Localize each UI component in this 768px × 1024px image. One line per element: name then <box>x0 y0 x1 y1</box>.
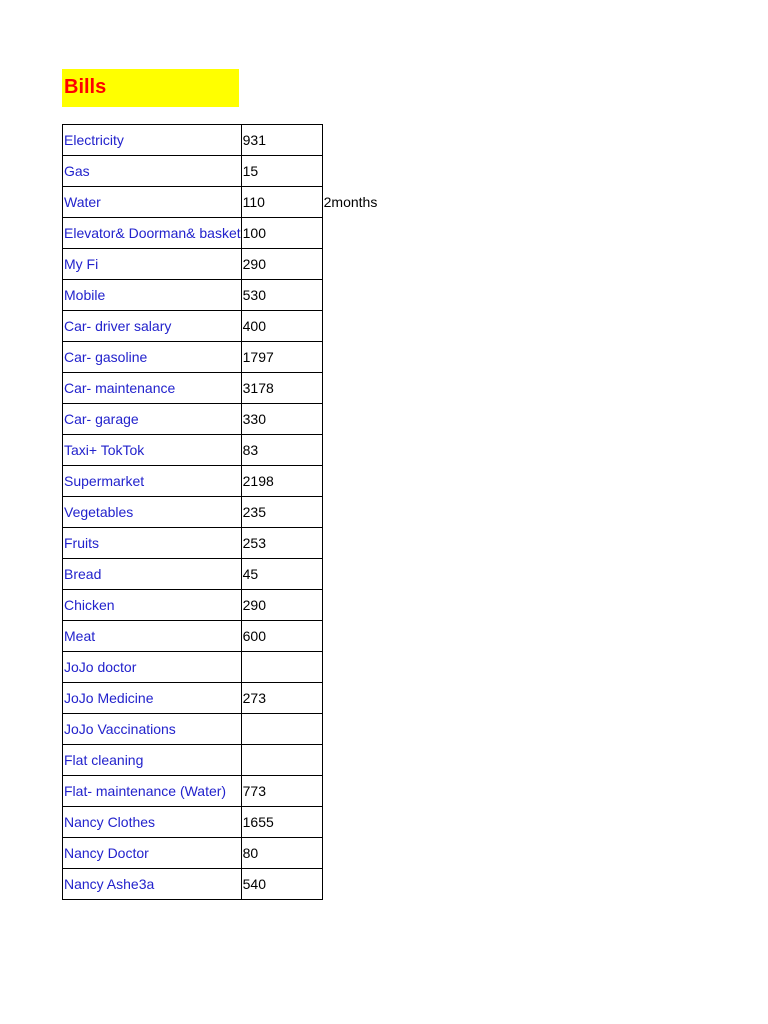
note-cell[interactable] <box>322 249 412 280</box>
item-cell[interactable]: Bread <box>63 559 242 590</box>
item-cell[interactable]: Flat- maintenance (Water) <box>63 776 242 807</box>
table-row <box>63 466 413 497</box>
item-cell[interactable]: Car- maintenance <box>63 373 242 404</box>
note-cell[interactable] <box>322 435 412 466</box>
item-cell[interactable]: Nancy Clothes <box>63 807 242 838</box>
note-cell[interactable] <box>322 683 412 714</box>
table-row <box>63 745 413 776</box>
note-cell[interactable] <box>322 156 412 187</box>
amount-cell[interactable]: 100 <box>241 218 322 249</box>
note-cell[interactable] <box>322 280 412 311</box>
item-cell[interactable]: Supermarket <box>63 466 242 497</box>
table-row <box>63 187 413 218</box>
table-row <box>63 869 413 900</box>
table-row <box>63 373 413 404</box>
item-cell[interactable]: Nancy Doctor <box>63 838 242 869</box>
item-cell[interactable]: JoJo Medicine <box>63 683 242 714</box>
note-cell[interactable] <box>322 714 412 745</box>
amount-cell[interactable]: 273 <box>241 683 322 714</box>
table-row <box>63 714 413 745</box>
amount-cell[interactable]: 530 <box>241 280 322 311</box>
table-row <box>63 559 413 590</box>
item-cell[interactable]: Mobile <box>63 280 242 311</box>
item-cell[interactable]: Flat cleaning <box>63 745 242 776</box>
table-row <box>63 156 413 187</box>
note-cell[interactable] <box>322 404 412 435</box>
note-cell[interactable] <box>322 621 412 652</box>
table-row <box>63 621 413 652</box>
item-cell[interactable]: Taxi+ TokTok <box>63 435 242 466</box>
note-cell[interactable] <box>322 311 412 342</box>
note-cell[interactable] <box>322 776 412 807</box>
table-row <box>63 497 413 528</box>
amount-cell[interactable]: 15 <box>241 156 322 187</box>
note-cell[interactable] <box>322 528 412 559</box>
amount-cell[interactable] <box>241 652 322 683</box>
note-cell[interactable] <box>322 218 412 249</box>
table-row <box>63 404 413 435</box>
table-row <box>63 311 413 342</box>
item-cell[interactable]: Fruits <box>63 528 242 559</box>
table-row <box>63 125 413 156</box>
amount-cell[interactable]: 2198 <box>241 466 322 497</box>
table-row <box>63 218 413 249</box>
note-cell[interactable] <box>322 807 412 838</box>
note-cell[interactable] <box>322 652 412 683</box>
amount-cell[interactable]: 1797 <box>241 342 322 373</box>
title-cell[interactable] <box>62 69 239 107</box>
amount-cell[interactable]: 110 <box>241 187 322 218</box>
note-cell[interactable] <box>322 838 412 869</box>
amount-cell[interactable]: 235 <box>241 497 322 528</box>
item-cell[interactable]: JoJo Vaccinations <box>63 714 242 745</box>
table-row <box>63 807 413 838</box>
amount-cell[interactable]: 773 <box>241 776 322 807</box>
note-cell[interactable] <box>322 590 412 621</box>
item-cell[interactable]: Vegetables <box>63 497 242 528</box>
item-cell[interactable]: Meat <box>63 621 242 652</box>
table-row <box>63 249 413 280</box>
table-row <box>63 838 413 869</box>
amount-cell[interactable]: 400 <box>241 311 322 342</box>
amount-cell[interactable]: 290 <box>241 590 322 621</box>
amount-cell[interactable]: 931 <box>241 125 322 156</box>
item-cell[interactable]: Chicken <box>63 590 242 621</box>
table-row <box>63 528 413 559</box>
bills-table-body <box>63 125 413 900</box>
note-cell[interactable] <box>322 342 412 373</box>
amount-cell[interactable]: 330 <box>241 404 322 435</box>
table-row <box>63 280 413 311</box>
amount-cell[interactable]: 540 <box>241 869 322 900</box>
table-row <box>63 435 413 466</box>
item-cell[interactable]: Elevator& Doorman& basket <box>63 218 242 249</box>
item-cell[interactable]: My Fi <box>63 249 242 280</box>
amount-cell[interactable]: 1655 <box>241 807 322 838</box>
note-cell[interactable] <box>322 466 412 497</box>
item-cell[interactable]: Car- driver salary <box>63 311 242 342</box>
note-cell[interactable] <box>322 869 412 900</box>
amount-cell[interactable]: 45 <box>241 559 322 590</box>
table-row <box>63 652 413 683</box>
note-cell[interactable] <box>322 745 412 776</box>
item-cell[interactable]: Car- garage <box>63 404 242 435</box>
item-cell[interactable]: Gas <box>63 156 242 187</box>
amount-cell[interactable]: 80 <box>241 838 322 869</box>
table-row <box>63 590 413 621</box>
amount-cell[interactable]: 600 <box>241 621 322 652</box>
amount-cell[interactable] <box>241 714 322 745</box>
note-cell[interactable]: 2months <box>323 194 378 210</box>
sheet-title: Bills <box>64 76 107 98</box>
amount-cell[interactable]: 290 <box>241 249 322 280</box>
amount-cell[interactable]: 3178 <box>241 373 322 404</box>
note-cell[interactable] <box>322 559 412 590</box>
amount-cell[interactable] <box>241 745 322 776</box>
note-cell[interactable] <box>322 125 412 156</box>
amount-cell[interactable]: 253 <box>241 528 322 559</box>
item-cell[interactable]: Nancy Ashe3a <box>63 869 242 900</box>
note-cell[interactable] <box>322 373 412 404</box>
table-row <box>63 776 413 807</box>
item-cell[interactable]: Electricity <box>63 125 242 156</box>
item-cell[interactable]: Water <box>63 187 242 218</box>
item-cell[interactable]: Car- gasoline <box>63 342 242 373</box>
table-row <box>63 342 413 373</box>
bills-table <box>62 124 413 900</box>
amount-cell[interactable]: 83 <box>241 435 322 466</box>
note-cell[interactable] <box>322 497 412 528</box>
item-cell[interactable]: JoJo doctor <box>63 652 242 683</box>
table-row <box>63 683 413 714</box>
